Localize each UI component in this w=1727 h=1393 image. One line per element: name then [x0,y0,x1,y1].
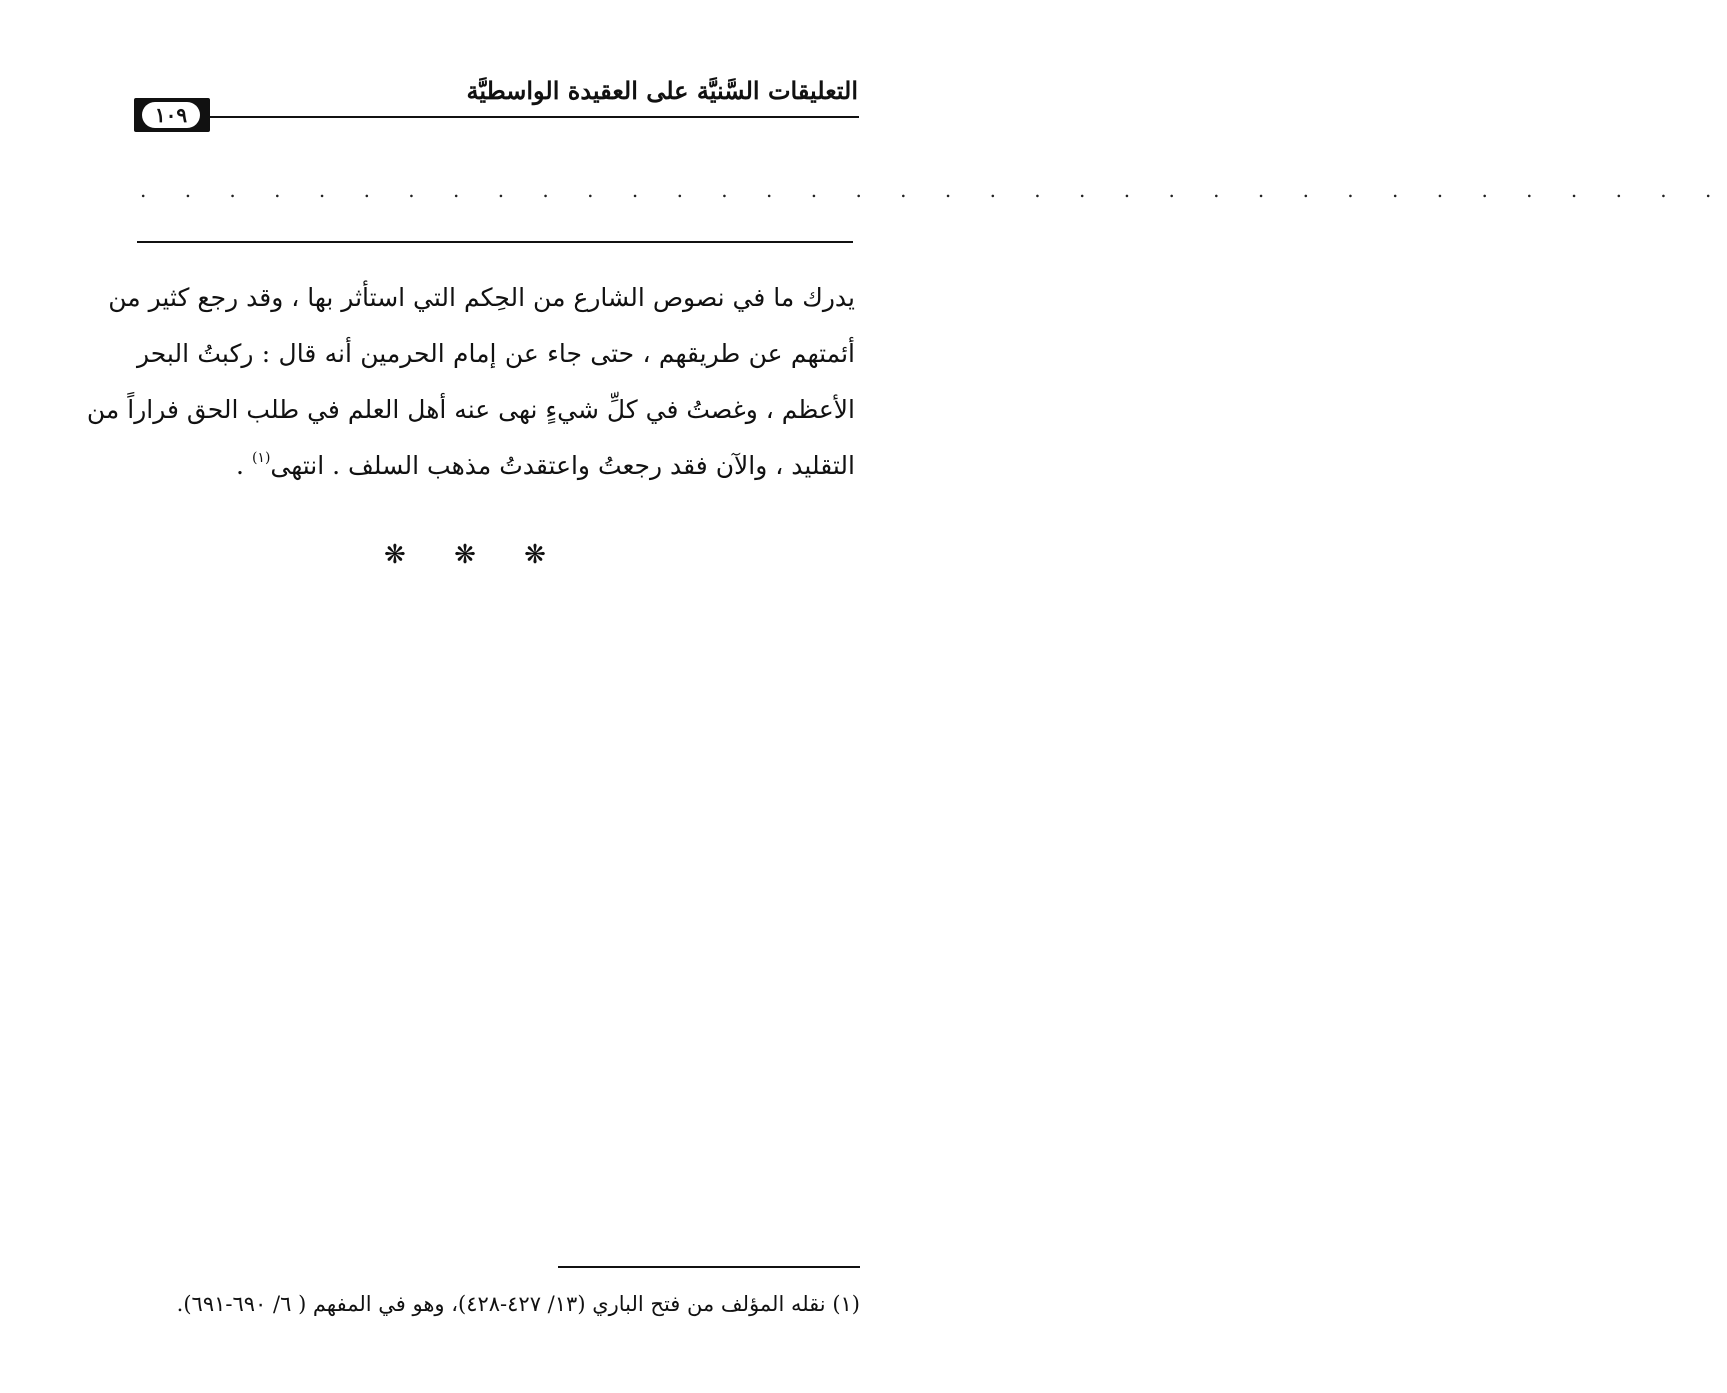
section-separator: ❋ ❋ ❋ [384,540,566,570]
body-line: التقليد ، والآن فقد رجعتُ واعتقدتُ مذهب السلف . انتهى [270,451,855,480]
page-number: ١٠٩ [142,102,200,128]
footnote-1: (١) نقله المؤلف من فتح الباري (١٣/ ٤٢٧-٤٢٨)، وهو في المفهم ( ٦/ ٦٩٠-٦٩١). [176,1292,860,1316]
end-punctuation: . [236,451,252,480]
body-line: يدرك ما في نصوص الشارع من الحِكم التي استأثر بها ، وقد رجع كثير من [108,283,855,312]
body-line: الأعظم ، وغصتُ في كلِّ شيءٍ نهى عنه أهل العلم في طلب الحق فراراً من [86,395,855,424]
body-line: أئمتهم عن طريقهم ، حتى جاء عن إمام الحرمين أنه قال : ركبتُ البحر [137,339,855,368]
footnote-marker: (١) [251,450,271,466]
page-number-badge [134,98,210,132]
footnote-rule [558,1266,860,1268]
body-rule [137,241,853,243]
running-header-title: التعليقات السَّنيَّة على العقيدة الواسطيَّة [466,76,858,105]
dotted-divider: . . . . . . . . . . . . . . . . . . . . . . . . . . . . . . . . . . . . [140,178,1727,202]
body-line-last [137,438,855,494]
body-paragraph [86,270,855,494]
header-rule [205,116,859,118]
